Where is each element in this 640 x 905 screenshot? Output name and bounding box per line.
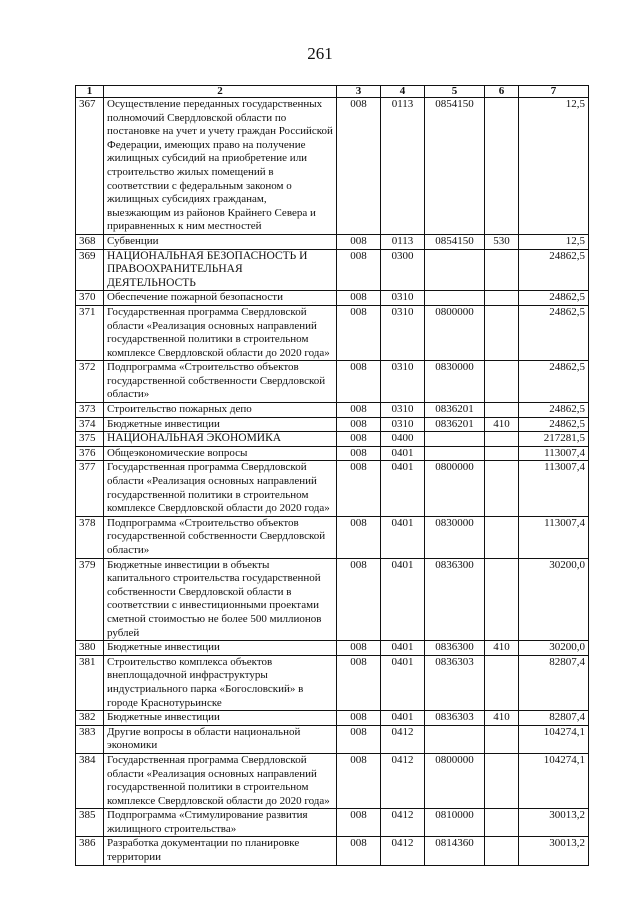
row-code-target: 0854150 (425, 234, 485, 249)
row-code-expense-type (485, 461, 519, 516)
table-row (76, 234, 589, 249)
header-row (76, 86, 589, 98)
row-code-target: 0800000 (425, 305, 485, 360)
row-amount: 82807,4 (519, 711, 589, 726)
row-amount: 12,5 (519, 98, 589, 235)
row-code-expense-type (485, 837, 519, 865)
row-code-section: 0310 (381, 403, 425, 418)
table-row (76, 291, 589, 306)
table-row (76, 655, 589, 710)
row-number: 376 (76, 446, 104, 461)
row-code-ministry: 008 (337, 725, 381, 753)
row-code-section: 0412 (381, 725, 425, 753)
row-name: Субвенции (104, 234, 337, 249)
row-number: 381 (76, 655, 104, 710)
row-code-target: 0836303 (425, 711, 485, 726)
table-row (76, 361, 589, 403)
table-row (76, 249, 589, 291)
row-number: 382 (76, 711, 104, 726)
row-code-ministry: 008 (337, 403, 381, 418)
row-number: 379 (76, 558, 104, 641)
row-code-expense-type (485, 361, 519, 403)
row-amount: 24862,5 (519, 249, 589, 291)
row-number: 370 (76, 291, 104, 306)
row-code-target (425, 249, 485, 291)
table-row (76, 837, 589, 865)
row-code-expense-type: 410 (485, 417, 519, 432)
row-number: 386 (76, 837, 104, 865)
row-code-section: 0113 (381, 98, 425, 235)
row-code-target (425, 725, 485, 753)
row-code-section: 0412 (381, 753, 425, 808)
row-code-ministry: 008 (337, 305, 381, 360)
column-header-6: 6 (485, 86, 519, 98)
row-code-section: 0310 (381, 305, 425, 360)
row-code-section: 0113 (381, 234, 425, 249)
row-name: Бюджетные инвестиции в объекты капитального строительства государственной собственности Свердловской области в соответствии с инвестиционными проектами сметной стоимостью не более 500 миллионов рублей (104, 558, 337, 641)
row-code-expense-type (485, 809, 519, 837)
row-code-expense-type: 530 (485, 234, 519, 249)
row-amount: 30200,0 (519, 641, 589, 656)
row-code-expense-type (485, 446, 519, 461)
table-row (76, 641, 589, 656)
row-code-expense-type: 410 (485, 711, 519, 726)
row-name: Государственная программа Свердловской области «Реализация основных направлений государственной политики в строительном комплексе Свердловской области до 2020 года» (104, 461, 337, 516)
row-code-section: 0310 (381, 361, 425, 403)
row-amount: 24862,5 (519, 403, 589, 418)
row-code-target: 0836201 (425, 403, 485, 418)
row-code-section: 0400 (381, 432, 425, 447)
row-code-target: 0836201 (425, 417, 485, 432)
row-number: 383 (76, 725, 104, 753)
table-row (76, 98, 589, 235)
row-amount: 12,5 (519, 234, 589, 249)
row-code-target: 0854150 (425, 98, 485, 235)
row-code-target (425, 291, 485, 306)
row-name: Обеспечение пожарной безопасности (104, 291, 337, 306)
row-code-section: 0310 (381, 417, 425, 432)
row-code-section: 0401 (381, 446, 425, 461)
row-code-target: 0830000 (425, 516, 485, 558)
row-code-section: 0401 (381, 461, 425, 516)
row-code-target: 0830000 (425, 361, 485, 403)
row-name: Общеэкономические вопросы (104, 446, 337, 461)
row-code-expense-type (485, 753, 519, 808)
table-row (76, 461, 589, 516)
row-code-ministry: 008 (337, 837, 381, 865)
table-row (76, 403, 589, 418)
row-code-expense-type (485, 249, 519, 291)
row-code-section: 0412 (381, 837, 425, 865)
row-number: 384 (76, 753, 104, 808)
row-name: Бюджетные инвестиции (104, 711, 337, 726)
table-row (76, 725, 589, 753)
row-code-section: 0401 (381, 655, 425, 710)
row-name: Государственная программа Свердловской области «Реализация основных направлений государственной политики в строительном комплексе Свердловской области до 2020 года» (104, 305, 337, 360)
row-amount: 30013,2 (519, 837, 589, 865)
row-name: Бюджетные инвестиции (104, 417, 337, 432)
row-amount: 82807,4 (519, 655, 589, 710)
row-code-expense-type (485, 305, 519, 360)
row-code-ministry: 008 (337, 291, 381, 306)
row-code-expense-type (485, 655, 519, 710)
table-row (76, 432, 589, 447)
row-code-ministry: 008 (337, 809, 381, 837)
row-name: Осуществление переданных государственных полномочий Свердловской области по постановке на учет и учету граждан Российской Федерации, имеющих право на получение жилищных субсидий на приобретение или строительство жилых помещений в соответствии с федеральным законом о жилищных субсидиях гражданам, выезжающим из районов Крайнего Севера и приравненных к ним местностей (104, 98, 337, 235)
row-code-expense-type (485, 432, 519, 447)
row-code-target: 0836300 (425, 641, 485, 656)
column-header-7: 7 (519, 86, 589, 98)
row-code-target: 0810000 (425, 809, 485, 837)
row-number: 371 (76, 305, 104, 360)
row-name: Строительство пожарных депо (104, 403, 337, 418)
column-header-5: 5 (425, 86, 485, 98)
table-row (76, 753, 589, 808)
row-number: 378 (76, 516, 104, 558)
row-code-expense-type: 410 (485, 641, 519, 656)
row-code-target: 0836303 (425, 655, 485, 710)
column-header-4: 4 (381, 86, 425, 98)
row-code-ministry: 008 (337, 516, 381, 558)
column-header-1: 1 (76, 86, 104, 98)
row-code-ministry: 008 (337, 711, 381, 726)
row-code-ministry: 008 (337, 641, 381, 656)
row-number: 373 (76, 403, 104, 418)
row-code-expense-type (485, 558, 519, 641)
row-code-section: 0401 (381, 641, 425, 656)
row-code-section: 0401 (381, 711, 425, 726)
row-amount: 30013,2 (519, 809, 589, 837)
row-code-section: 0412 (381, 809, 425, 837)
row-amount: 113007,4 (519, 516, 589, 558)
row-amount: 104274,1 (519, 725, 589, 753)
table-row (76, 711, 589, 726)
row-code-ministry: 008 (337, 98, 381, 235)
row-amount: 104274,1 (519, 753, 589, 808)
row-code-target: 0800000 (425, 461, 485, 516)
table-row (76, 809, 589, 837)
row-code-section: 0310 (381, 291, 425, 306)
row-number: 385 (76, 809, 104, 837)
row-number: 368 (76, 234, 104, 249)
row-amount: 24862,5 (519, 417, 589, 432)
row-name: Разработка документации по планировке территории (104, 837, 337, 865)
column-header-2: 2 (104, 86, 337, 98)
row-number: 375 (76, 432, 104, 447)
row-name: НАЦИОНАЛЬНАЯ БЕЗОПАСНОСТЬ И ПРАВООХРАНИТЕЛЬНАЯ ДЕЯТЕЛЬНОСТЬ (104, 249, 337, 291)
row-amount: 24862,5 (519, 361, 589, 403)
row-number: 377 (76, 461, 104, 516)
row-code-expense-type (485, 403, 519, 418)
row-code-target: 0836300 (425, 558, 485, 641)
row-amount: 113007,4 (519, 461, 589, 516)
column-header-3: 3 (337, 86, 381, 98)
row-amount: 217281,5 (519, 432, 589, 447)
row-name: Подпрограмма «Стимулирование развития жилищного строительства» (104, 809, 337, 837)
table-row (76, 516, 589, 558)
page-number: 261 (307, 44, 333, 63)
row-code-ministry: 008 (337, 655, 381, 710)
table-row (76, 305, 589, 360)
row-number: 367 (76, 98, 104, 235)
row-code-ministry: 008 (337, 461, 381, 516)
row-name: НАЦИОНАЛЬНАЯ ЭКОНОМИКА (104, 432, 337, 447)
budget-table (75, 85, 589, 866)
row-code-ministry: 008 (337, 753, 381, 808)
row-code-ministry: 008 (337, 361, 381, 403)
row-name: Другие вопросы в области национальной экономики (104, 725, 337, 753)
row-name: Подпрограмма «Строительство объектов государственной собственности Свердловской области» (104, 361, 337, 403)
row-number: 374 (76, 417, 104, 432)
table-row (76, 417, 589, 432)
row-number: 372 (76, 361, 104, 403)
row-name: Государственная программа Свердловской области «Реализация основных направлений государственной политики в строительном комплексе Свердловской области до 2020 года» (104, 753, 337, 808)
row-code-ministry: 008 (337, 432, 381, 447)
row-code-expense-type (485, 98, 519, 235)
row-code-expense-type (485, 291, 519, 306)
row-code-ministry: 008 (337, 417, 381, 432)
row-code-target: 0800000 (425, 753, 485, 808)
row-amount: 24862,5 (519, 291, 589, 306)
row-number: 369 (76, 249, 104, 291)
row-code-ministry: 008 (337, 234, 381, 249)
table-row (76, 446, 589, 461)
row-code-expense-type (485, 725, 519, 753)
table-row (76, 558, 589, 641)
row-code-ministry: 008 (337, 558, 381, 641)
row-number: 380 (76, 641, 104, 656)
row-code-ministry: 008 (337, 446, 381, 461)
row-name: Бюджетные инвестиции (104, 641, 337, 656)
row-amount: 113007,4 (519, 446, 589, 461)
row-code-section: 0401 (381, 558, 425, 641)
row-name: Строительство комплекса объектов внеплощадочной инфраструктуры индустриального парка «Богословский» в городе Краснотурьинске (104, 655, 337, 710)
row-code-target (425, 432, 485, 447)
row-code-target: 0814360 (425, 837, 485, 865)
row-name: Подпрограмма «Строительство объектов государственной собственности Свердловской области» (104, 516, 337, 558)
row-code-ministry: 008 (337, 249, 381, 291)
row-code-expense-type (485, 516, 519, 558)
row-code-section: 0401 (381, 516, 425, 558)
row-code-section: 0300 (381, 249, 425, 291)
row-code-target (425, 446, 485, 461)
row-amount: 24862,5 (519, 305, 589, 360)
row-amount: 30200,0 (519, 558, 589, 641)
